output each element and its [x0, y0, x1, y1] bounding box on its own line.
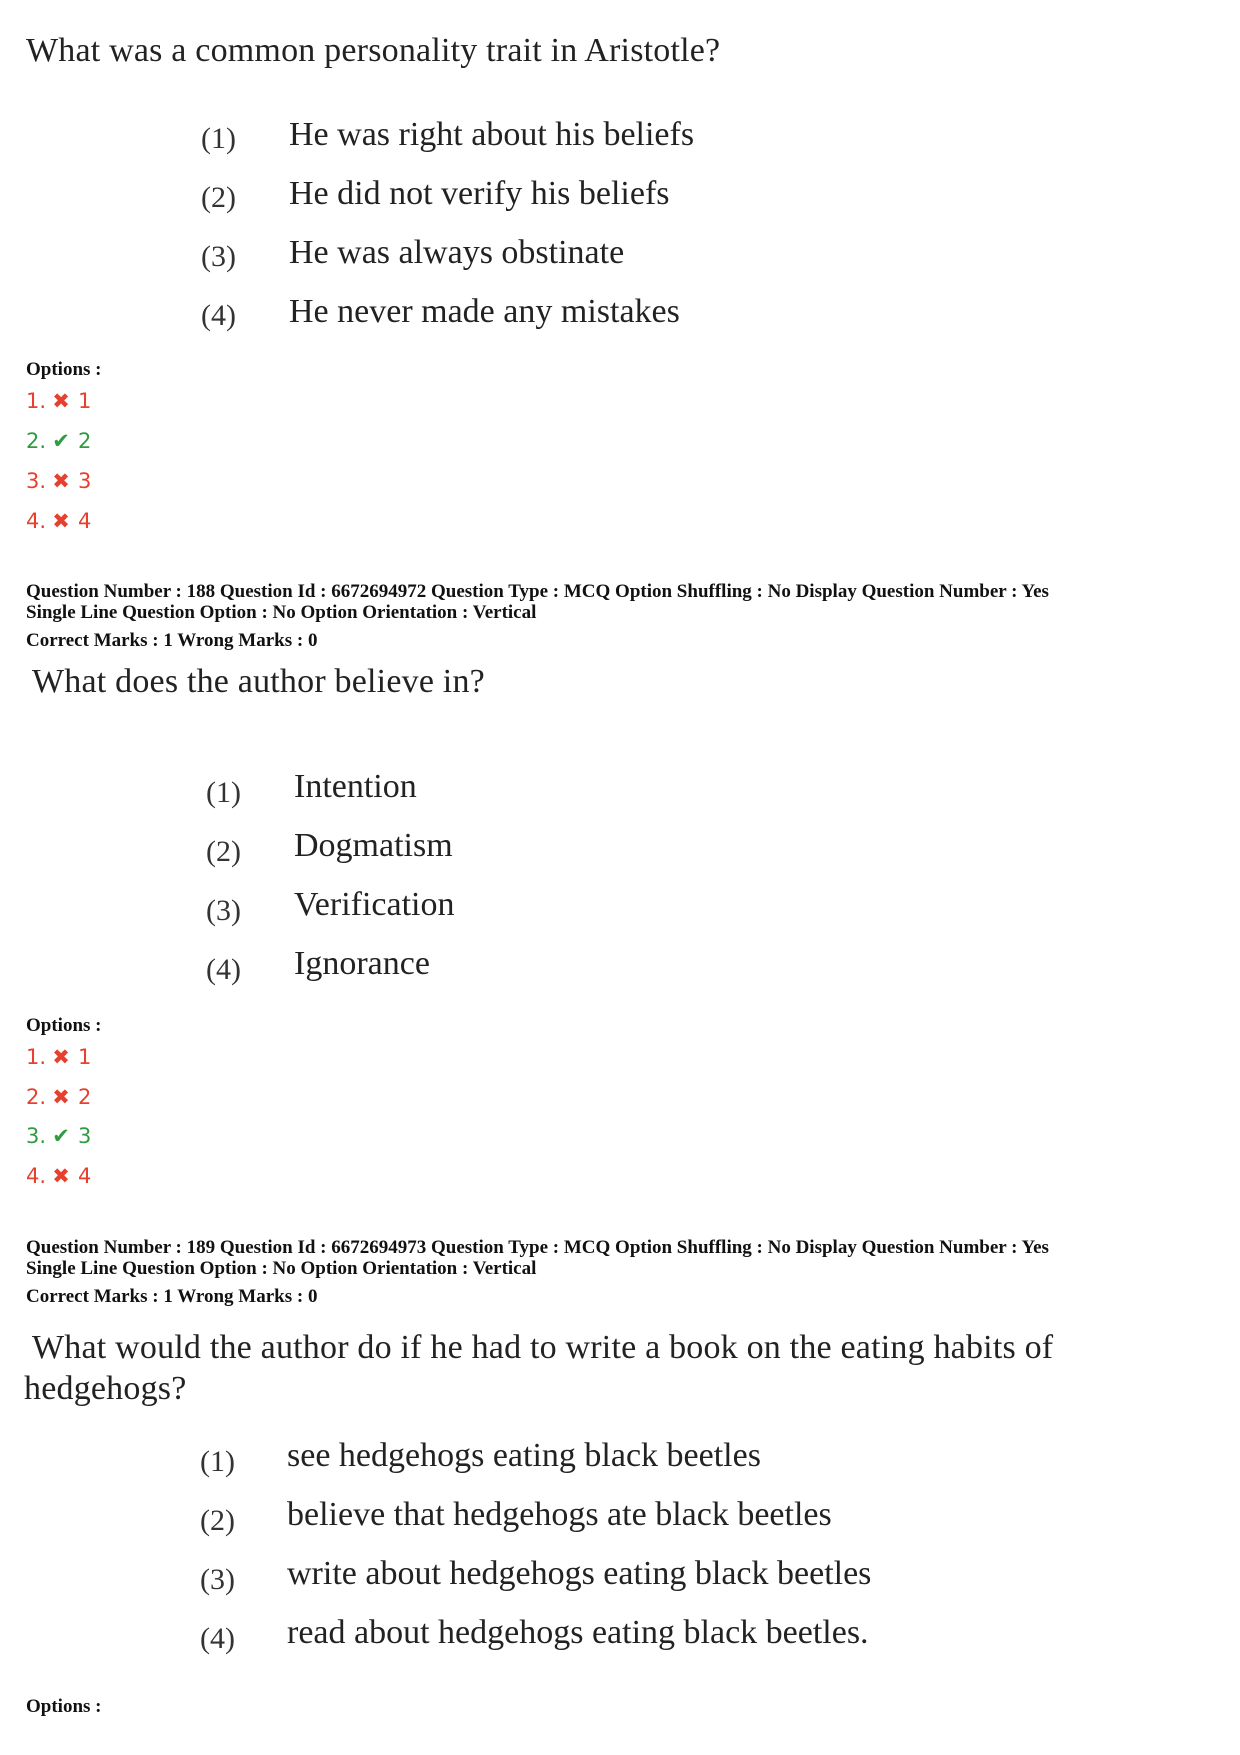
answer-option: 1. ✖ 1 [26, 389, 92, 413]
cross-icon: ✖ [52, 1045, 70, 1069]
options-label: Options : [26, 1015, 102, 1036]
question-meta: Single Line Question Option : No Option Orientation : Vertical [26, 602, 537, 623]
question-text: hedgehogs? [24, 1370, 187, 1407]
choice-text: Intention [294, 768, 417, 805]
choice-text: Verification [294, 886, 455, 923]
choice-text: see hedgehogs eating black beetles [287, 1437, 761, 1474]
check-icon: ✔ [52, 1124, 70, 1148]
choice-text: Ignorance [294, 945, 430, 982]
choice-text: write about hedgehogs eating black beetles [287, 1555, 872, 1592]
choice-text: read about hedgehogs eating black beetles. [287, 1614, 869, 1651]
cross-icon: ✖ [52, 469, 70, 493]
question-text: What was a common personality trait in Aristotle? [26, 32, 721, 69]
question-meta: Question Number : 189 Question Id : 6672694973 Question Type : MCQ Option Shuffling : No Display Question Number : Yes [26, 1237, 1049, 1258]
choice-number: (1) [201, 122, 236, 155]
choice-number: (2) [201, 181, 236, 214]
choice-text: He never made any mistakes [289, 293, 680, 330]
cross-icon: ✖ [52, 1164, 70, 1188]
choice-text: He did not verify his beliefs [289, 175, 670, 212]
answer-option: 3. ✔ 3 [26, 1124, 92, 1148]
choice-text: Dogmatism [294, 827, 453, 864]
choice-number: (3) [206, 894, 241, 927]
answer-option: 4. ✖ 4 [26, 509, 92, 533]
choice-number: (1) [200, 1445, 235, 1478]
choice-text: He was always obstinate [289, 234, 625, 271]
choice-number: (1) [206, 776, 241, 809]
marks-info: Correct Marks : 1 Wrong Marks : 0 [26, 1286, 318, 1307]
cross-icon: ✖ [52, 389, 70, 413]
options-label: Options : [26, 1696, 102, 1717]
answer-option: 2. ✔ 2 [26, 429, 92, 453]
choice-number: (4) [201, 299, 236, 332]
answer-option: 3. ✖ 3 [26, 469, 92, 493]
question-meta: Single Line Question Option : No Option Orientation : Vertical [26, 1258, 537, 1279]
choice-number: (2) [206, 835, 241, 868]
options-label: Options : [26, 359, 102, 380]
choice-number: (3) [200, 1563, 235, 1596]
question-text: What would the author do if he had to write a book on the eating habits of [32, 1329, 1054, 1366]
answer-option: 1. ✖ 1 [26, 1045, 92, 1069]
marks-info: Correct Marks : 1 Wrong Marks : 0 [26, 630, 318, 651]
choice-number: (2) [200, 1504, 235, 1537]
choice-number: (3) [201, 240, 236, 273]
choice-text: He was right about his beliefs [289, 116, 695, 153]
question-text: What does the author believe in? [32, 663, 485, 700]
question-meta: Question Number : 188 Question Id : 6672694972 Question Type : MCQ Option Shuffling : No Display Question Number : Yes [26, 581, 1049, 602]
cross-icon: ✖ [52, 1085, 70, 1109]
check-icon: ✔ [52, 429, 70, 453]
choice-number: (4) [206, 953, 241, 986]
choice-number: (4) [200, 1622, 235, 1655]
choice-text: believe that hedgehogs ate black beetles [287, 1496, 832, 1533]
answer-option: 2. ✖ 2 [26, 1085, 92, 1109]
cross-icon: ✖ [52, 509, 70, 533]
answer-option: 4. ✖ 4 [26, 1164, 92, 1188]
